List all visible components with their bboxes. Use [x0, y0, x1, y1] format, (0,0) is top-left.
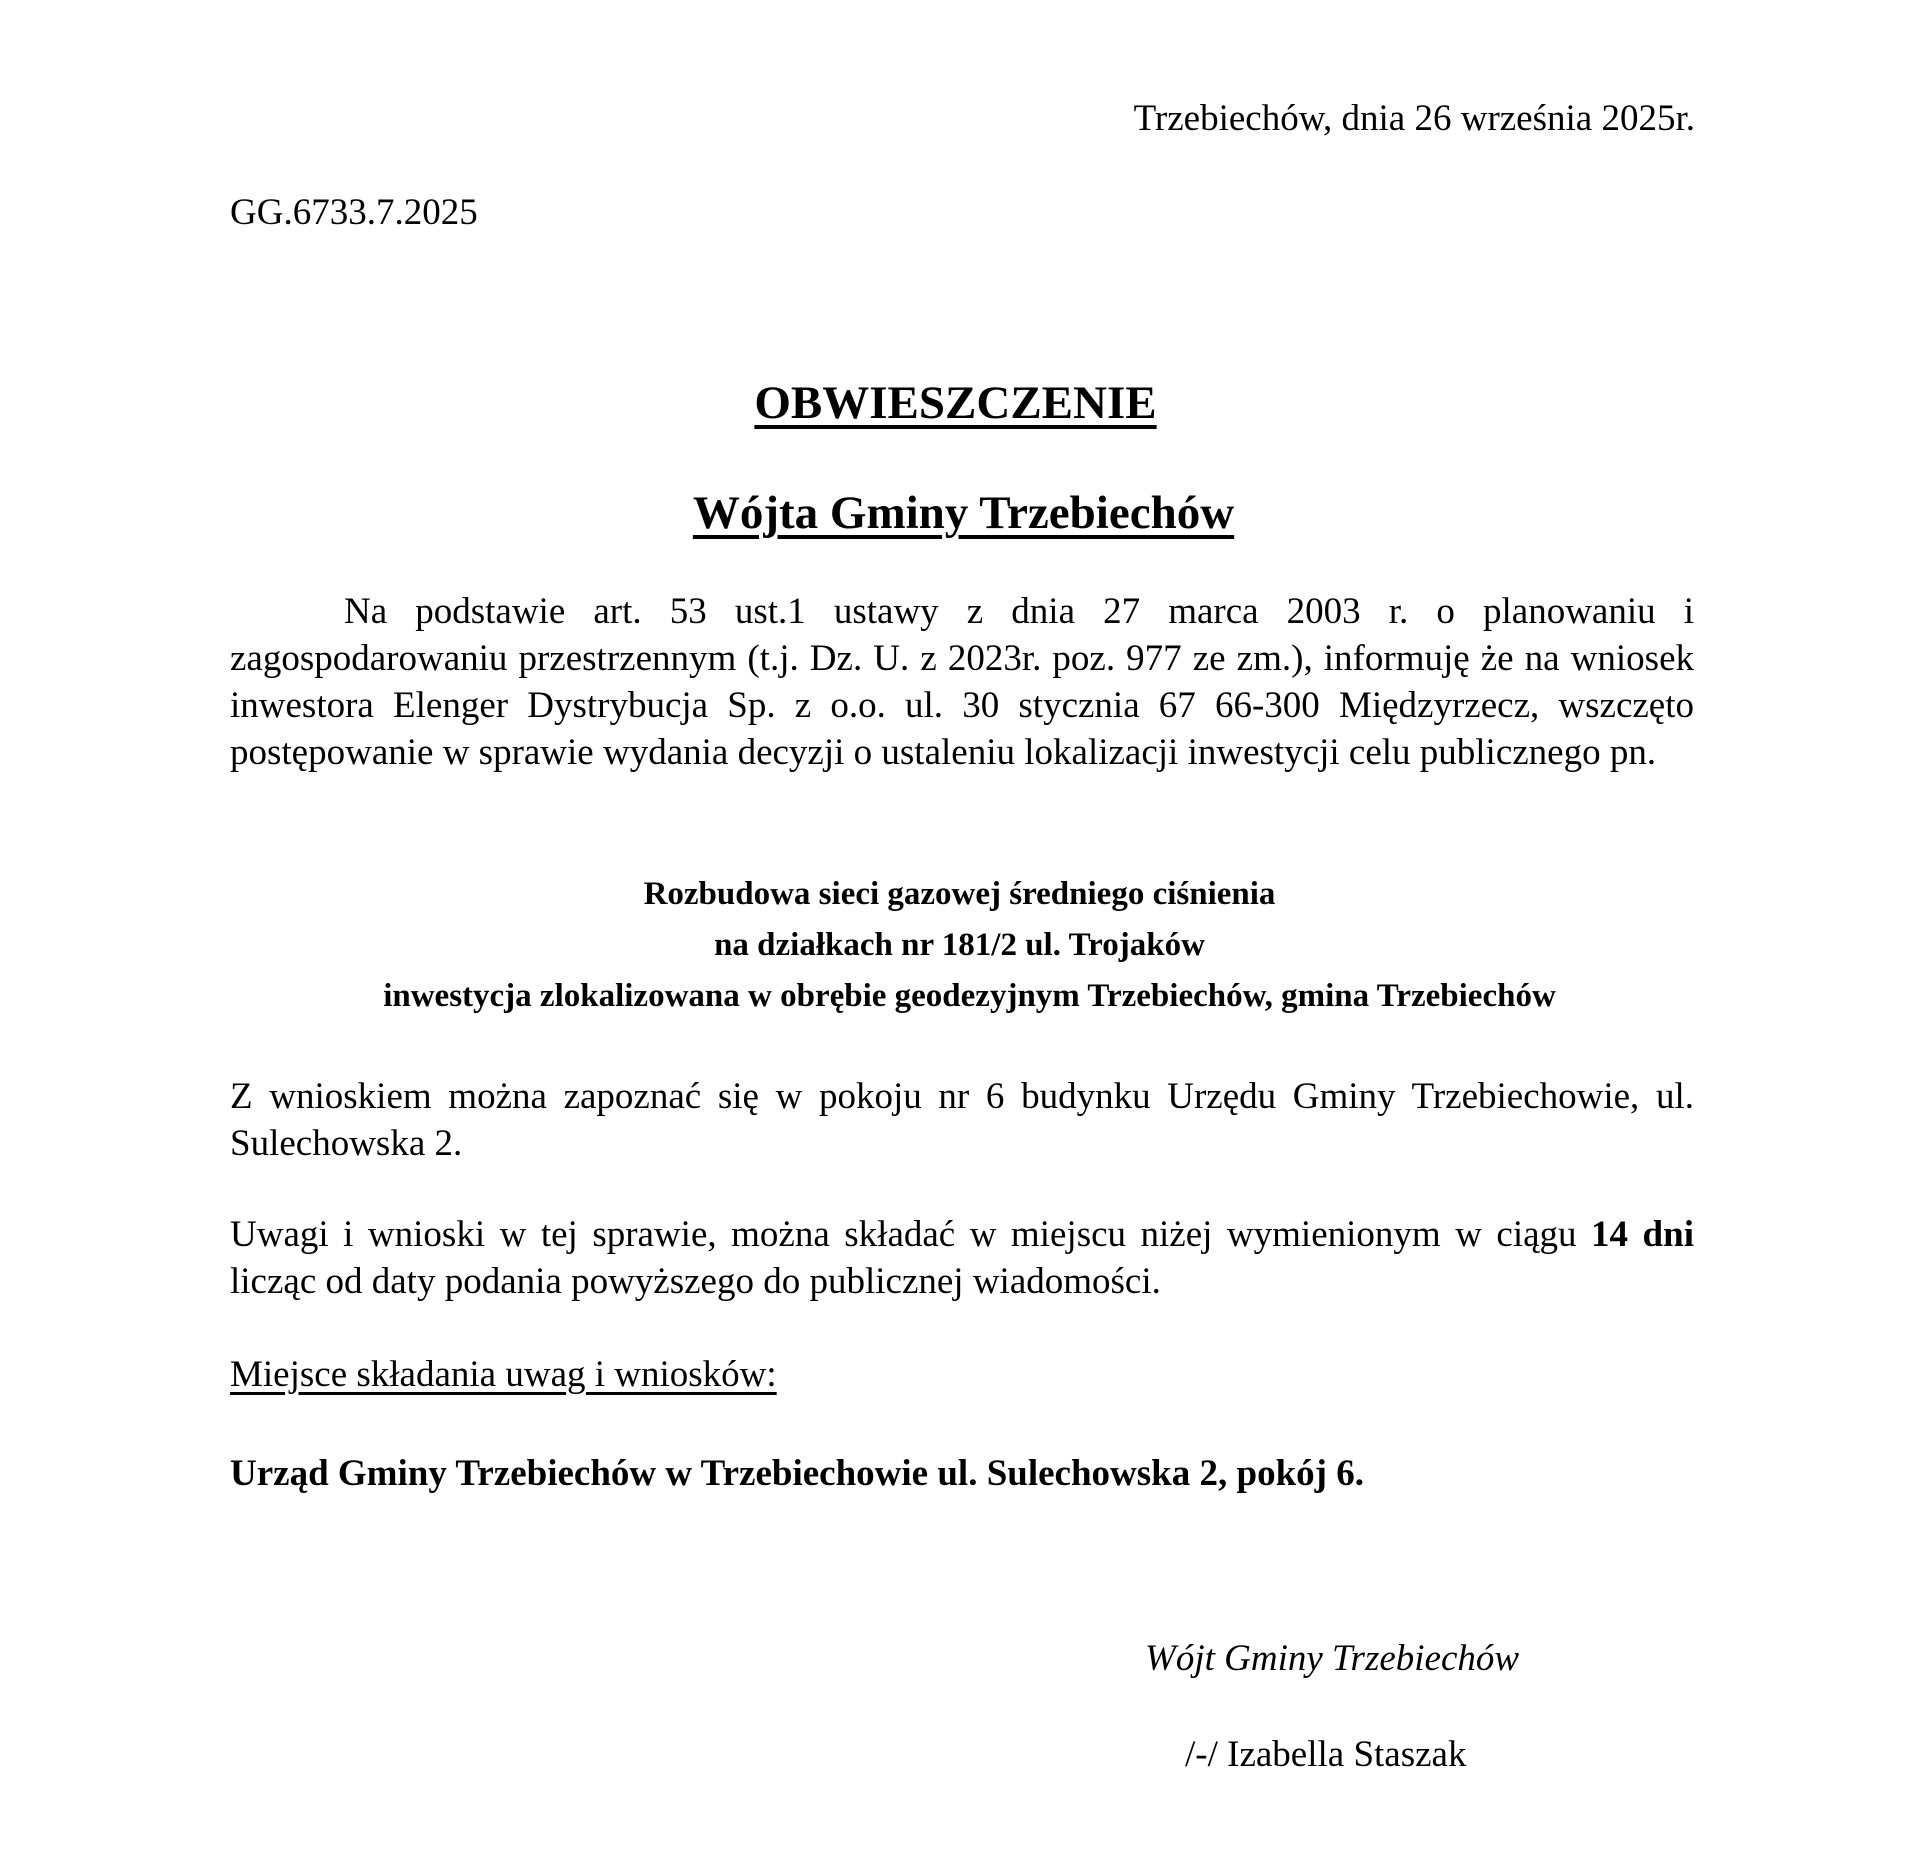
submission-place-label: Miejsce składania uwag i wniosków:	[230, 1354, 777, 1395]
document-title: OBWIESZCZENIE	[754, 377, 1157, 429]
investment-line-3: inwestycja zlokalizowana w obrębie geodezyjnym Trzebiechów, gmina Trzebiechów	[383, 978, 1556, 1014]
comments-paragraph	[230, 1211, 1694, 1305]
intro-paragraph	[230, 588, 1694, 776]
investment-description	[0, 869, 1919, 1022]
signature-title: Wójt Gminy Trzebiechów	[1145, 1638, 1520, 1679]
inspection-paragraph: Z wnioskiem można zapoznać się w pokoju nr 6 budynku Urzędu Gminy Trzebiechowie, ul. Sulechowska 2.	[230, 1076, 1694, 1164]
investment-line-2: na działkach nr 181/2 ul. Trojaków	[714, 927, 1205, 963]
intro-text: Na podstawie art. 53 ust.1 ustawy z dnia 27 marca 2003 r. o planowaniu i zagospodarowaniu przestrzennym (t.j. Dz. U. z 2023r. poz. 977 ze zm.), informuję że na wniosek inwestora Elenger Dystrybucja Sp. z o.o. ul. 30 stycznia 67 66-300 Międzyrzecz, wszczęto postępowanie w sprawie wydania decyzji o ustaleniu lokalizacji inwestycji celu publicznego pn.	[230, 591, 1694, 773]
submission-place-address: Urząd Gminy Trzebiechów w Trzebiechowie ul. Sulechowska 2, pokój 6.	[230, 1453, 1364, 1494]
signature-name: /-/ Izabella Staszak	[1185, 1734, 1467, 1775]
comments-text-2: licząc od daty podania powyższego do publicznej wiadomości.	[230, 1261, 1161, 1302]
reference-number: GG.6733.7.2025	[230, 192, 478, 233]
place-date: Trzebiechów, dnia 26 września 2025r.	[1133, 98, 1695, 139]
investment-line-1: Rozbudowa sieci gazowej średniego ciśnienia	[643, 876, 1276, 912]
comments-text-1: Uwagi i wnioski w tej sprawie, można składać w miejscu niżej wymienionym w ciągu	[230, 1214, 1592, 1255]
deadline-days: 14 dni	[1591, 1214, 1694, 1255]
document-subtitle: Wójta Gminy Trzebiechów	[692, 487, 1235, 539]
